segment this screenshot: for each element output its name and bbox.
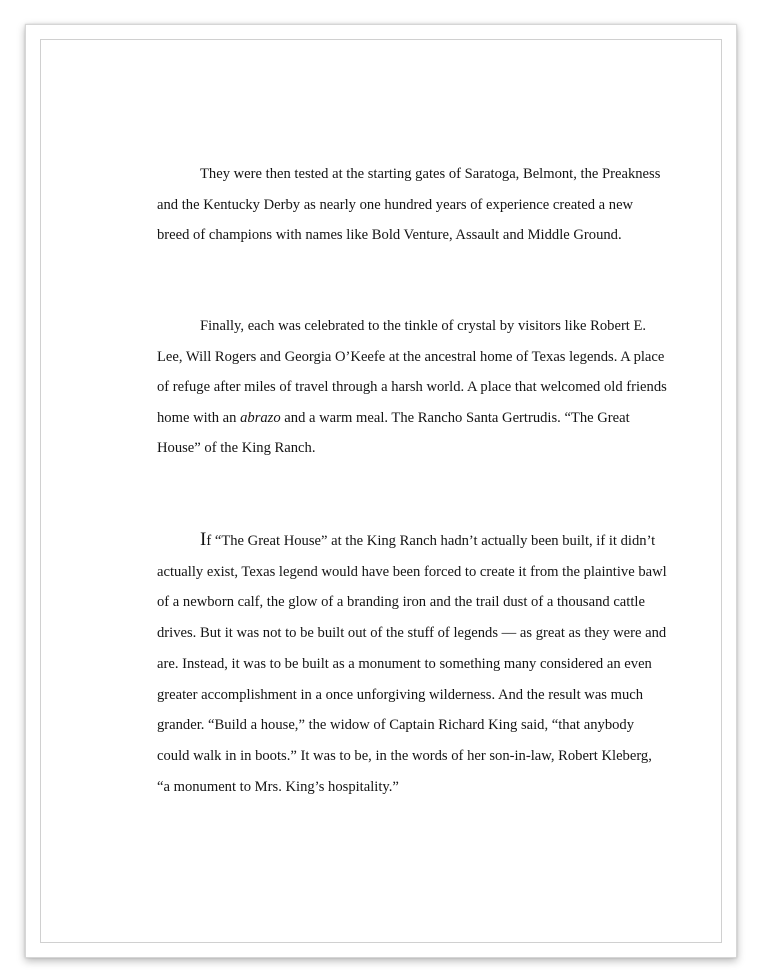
paragraph-1 [157,159,667,251]
initial-letter: I [200,529,207,550]
document-page [25,24,737,958]
paragraph-2-text-end: and a warm meal. The Rancho Santa Gertrudis. “The Great House” of the King Ranch. [157,409,630,456]
paragraph-3-text [157,525,667,802]
paragraph-2-text-start: Finally, each was celebrated to the tinkle of crystal by visitors like Robert E. Lee, Will Rogers and Georgia O’Keefe at the ancestral home of Texas legends. A place of refuge after miles of travel through a harsh world. A place that welcomed old friends home with an [157,318,667,426]
paragraph-1-text: They were then tested at the starting gates of Saratoga, Belmont, the Preakness and the Kentucky Derby as nearly one hundred years of experience created a new breed of champions with names like Bold Venture, Assault and Middle Ground. [157,166,661,243]
paragraph-3 [157,525,667,802]
paragraph-2-text [157,311,667,464]
paragraph-3-body: f “The Great House” at the King Ranch hadn’t actually been built, if it didn’t actually exist, Texas legend would have been forced to create it from the plaintive bawl of a newborn calf, the glow of a branding iron and the trail dust of a thousand cattle drives. But it was not to be built out of the stuff of legends — as great as they were and are. Instead, it was to be built as a monument to something many considered an even greater accomplishment in a once unforgiving wilderness. And the result was much grander. “Build a house,” the widow of Captain Richard King said, “that anybody could walk in in boots.” It was to be, in the words of her son-in-law, Robert Kleberg, “a monument to Mrs. King’s hospitality.” [157,533,667,795]
paragraph-2 [157,311,667,464]
italic-word-abrazo: abrazo [240,409,281,426]
